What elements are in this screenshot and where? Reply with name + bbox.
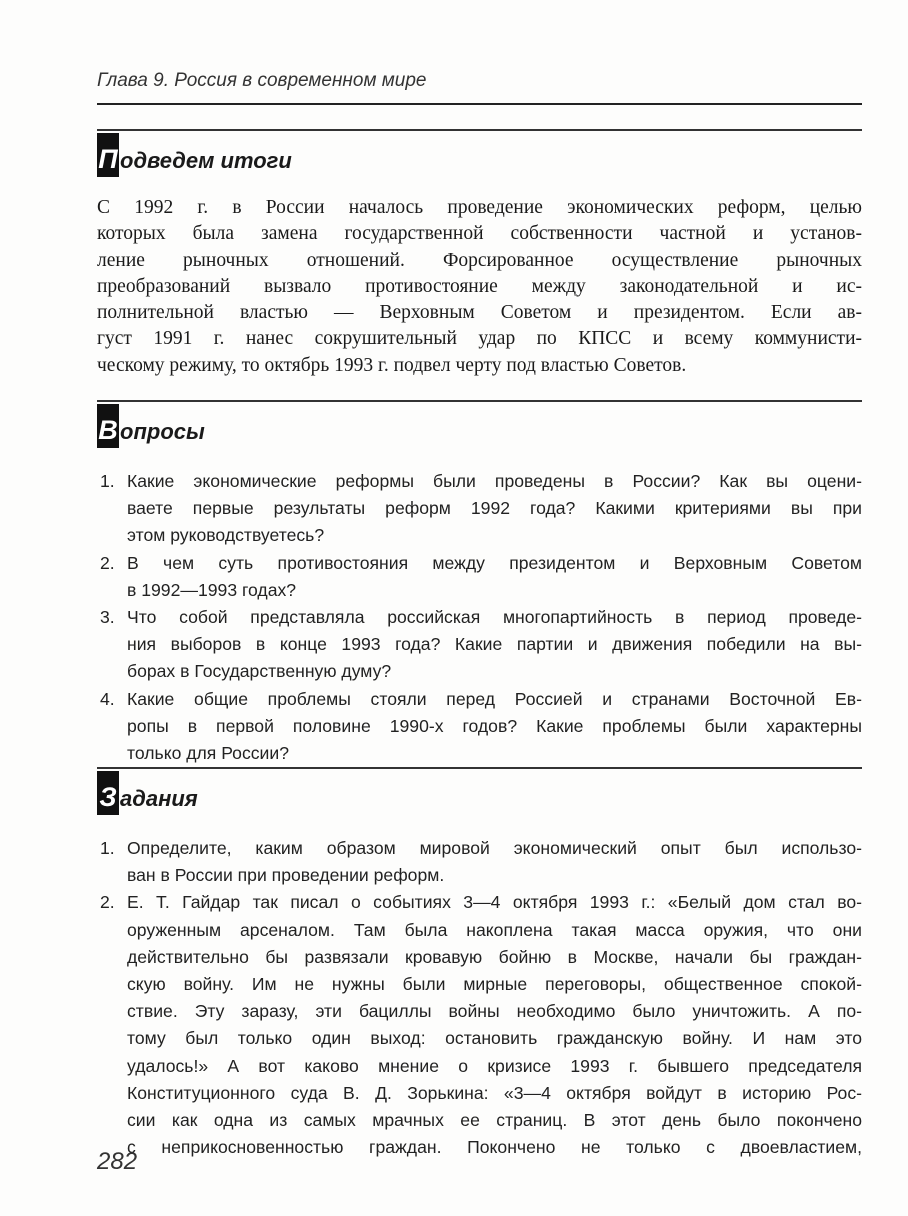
page-number: 282 (97, 1148, 138, 1175)
heading-initial: В (97, 404, 119, 448)
list-item (97, 468, 862, 550)
text-line: только для России? (127, 743, 289, 764)
heading-text: одведем итоги (120, 148, 292, 173)
text-line: полнительной властью — Верховным Советом и президентом. Если ав- (97, 302, 862, 324)
item-number: 4. (100, 688, 115, 709)
text-line: скую войну. Им не нужны были мирные переговоры, общественное спокой- (127, 974, 862, 995)
running-head: Глава 9. Россия в современном мире (97, 70, 427, 91)
section-questions-heading (97, 400, 862, 448)
text-line: ропы в первой половине 1990-х годов? Какие проблемы были характерны (127, 715, 862, 736)
item-number: 1. (100, 838, 115, 858)
item-number: 2. (100, 892, 115, 913)
text-line: преобразований вызвало противостояние между законодательной и ис- (97, 275, 862, 297)
text-line: ния выборов в конце 1993 года? Какие партии и движения победили на вы- (127, 634, 862, 655)
heading-initial: З (97, 771, 119, 815)
section-summary-heading (97, 129, 862, 177)
list-item (97, 550, 862, 604)
text-line: ван в России при проведении реформ. (127, 865, 445, 886)
questions-list (97, 468, 862, 767)
text-line: С 1992 г. в России началось проведение экономических реформ, целью (97, 197, 862, 218)
text-line: ление рыночных отношений. Форсированное осуществление рыночных (97, 249, 862, 271)
list-item (97, 604, 862, 686)
text-line: действительно бы развязали кровавую бойню в Москве, начали бы граждан- (127, 946, 862, 967)
list-item (97, 835, 862, 889)
text-line: Какие экономические реформы были проведены в России? Как вы оцени- (127, 471, 862, 491)
text-line: Конституционного суда В. Д. Зорькина: «3—4 октября войдут в историю Рос- (127, 1082, 862, 1103)
section-tasks-heading (97, 767, 862, 815)
item-number: 2. (100, 552, 115, 573)
text-line: Какие общие проблемы стояли перед Россией и странами Восточной Ев- (127, 688, 862, 709)
text-line: густ 1991 г. нанес сокрушительный удар по КПСС и всему коммунисти- (97, 328, 862, 350)
text-line: ствие. Эту заразу, эти бациллы войны необходимо было уничтожить. А по- (127, 1001, 862, 1022)
item-number: 1. (100, 471, 115, 491)
list-item (97, 686, 862, 768)
text-line: Что собой представляла российская многопартийность в период проведе- (127, 607, 862, 628)
text-line: оруженным арсеналом. Там была накоплена такая масса оружия, что они (127, 919, 862, 940)
text-line: ческому режиму, то октябрь 1993 г. подвел черту под властью Советов. (97, 354, 687, 376)
header-rule (97, 103, 862, 105)
text-line: которых была замена государственной собственности частной и установ- (97, 223, 862, 245)
summary-paragraph (97, 195, 862, 379)
text-line: сии как одна из самых мрачных ее страниц. В этот день было покончено (127, 1110, 862, 1131)
text-line: Е. Т. Гайдар так писал о событиях 3—4 октября 1993 г.: «Белый дом стал во- (127, 892, 862, 913)
text-line: ваете первые результаты реформ 1992 года? Какими критериями вы при (127, 498, 862, 519)
text-line: этом руководствуетесь? (127, 525, 325, 546)
item-number: 3. (100, 607, 115, 628)
heading-initial: П (97, 133, 119, 177)
tasks-list (97, 835, 862, 1161)
text-line: тому был только один выход: остановить гражданскую войну. И нам это (127, 1028, 862, 1049)
text-line: с неприкосновенностью граждан. Покончено не только с двоевластием, (127, 1137, 862, 1158)
heading-text: адания (120, 786, 198, 811)
text-line: борах в Государственную думу? (127, 661, 392, 682)
text-line: удалось!» А вот каково мнение о кризисе 1993 г. бывшего председателя (127, 1055, 862, 1076)
heading-text: опросы (120, 419, 205, 444)
text-line: Определите, каким образом мировой экономический опыт был использо- (127, 838, 862, 858)
text-line: в 1992—1993 годах? (127, 579, 297, 600)
list-item (97, 889, 862, 1161)
text-line: В чем суть противостояния между президентом и Верховным Советом (127, 552, 862, 573)
